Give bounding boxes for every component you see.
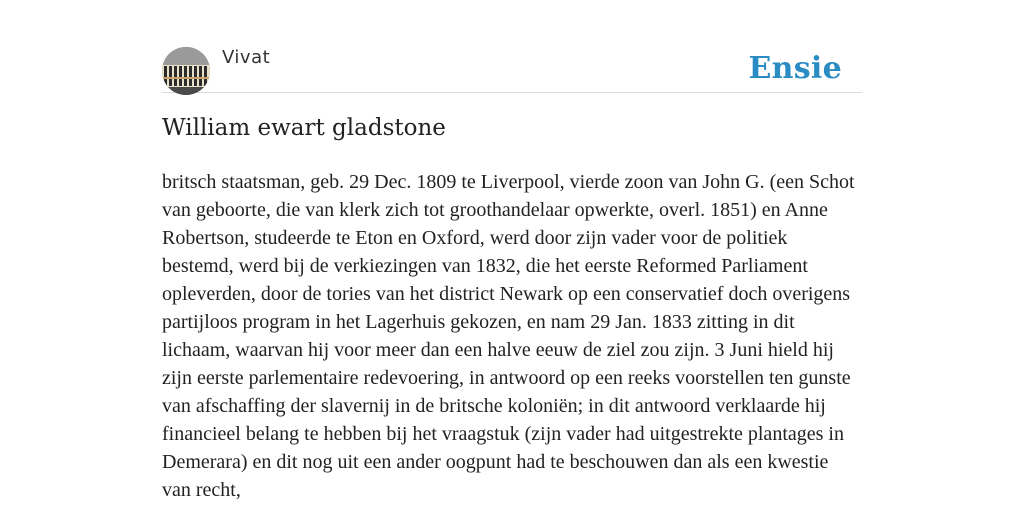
source-avatar[interactable]: [162, 47, 210, 95]
article-body: britsch staatsman, geb. 29 Dec. 1809 te Liverpool, vierde zoon van John G. (een Schot van geboorte, die van klerk zich tot groothandelaar opwerkte, overl. 1851) en Anne Robertson, studeerde te Eton en Oxford, werd door zijn vader voor de politiek bestemd, werd bij de verkiezingen van 1832, die het eerste Reformed Parliament opleverden, door de tories van het district Newark op een conservatief doch overigens partijloos program in het Lagerhuis gekozen, en nam 29 Jan. 1833 zitting in dit lichaam, waarvan hij voor meer dan een halve eeuw de ziel zou zijn. 3 Juni hield hij zijn eerste parlementaire redevoering, in antwoord op een reeks voorstellen ten gunste van afschaffing der slavernij in de britsche koloniën; in dit antwoord verklaarde hij financieel belang te hebben bij het vraagstuk (zijn vader had uitgestrekte plantages in Demerara) en dit nog uit een ander oogpunt had te beschouwen dan als een kwestie van recht,: [162, 171, 855, 501]
book-spines-icon: [162, 47, 210, 95]
brand-logo[interactable]: Ensie: [748, 51, 842, 86]
header: [162, 46, 862, 93]
article-title: William ewart gladstone: [162, 115, 446, 141]
source-name[interactable]: Vivat: [222, 47, 271, 68]
